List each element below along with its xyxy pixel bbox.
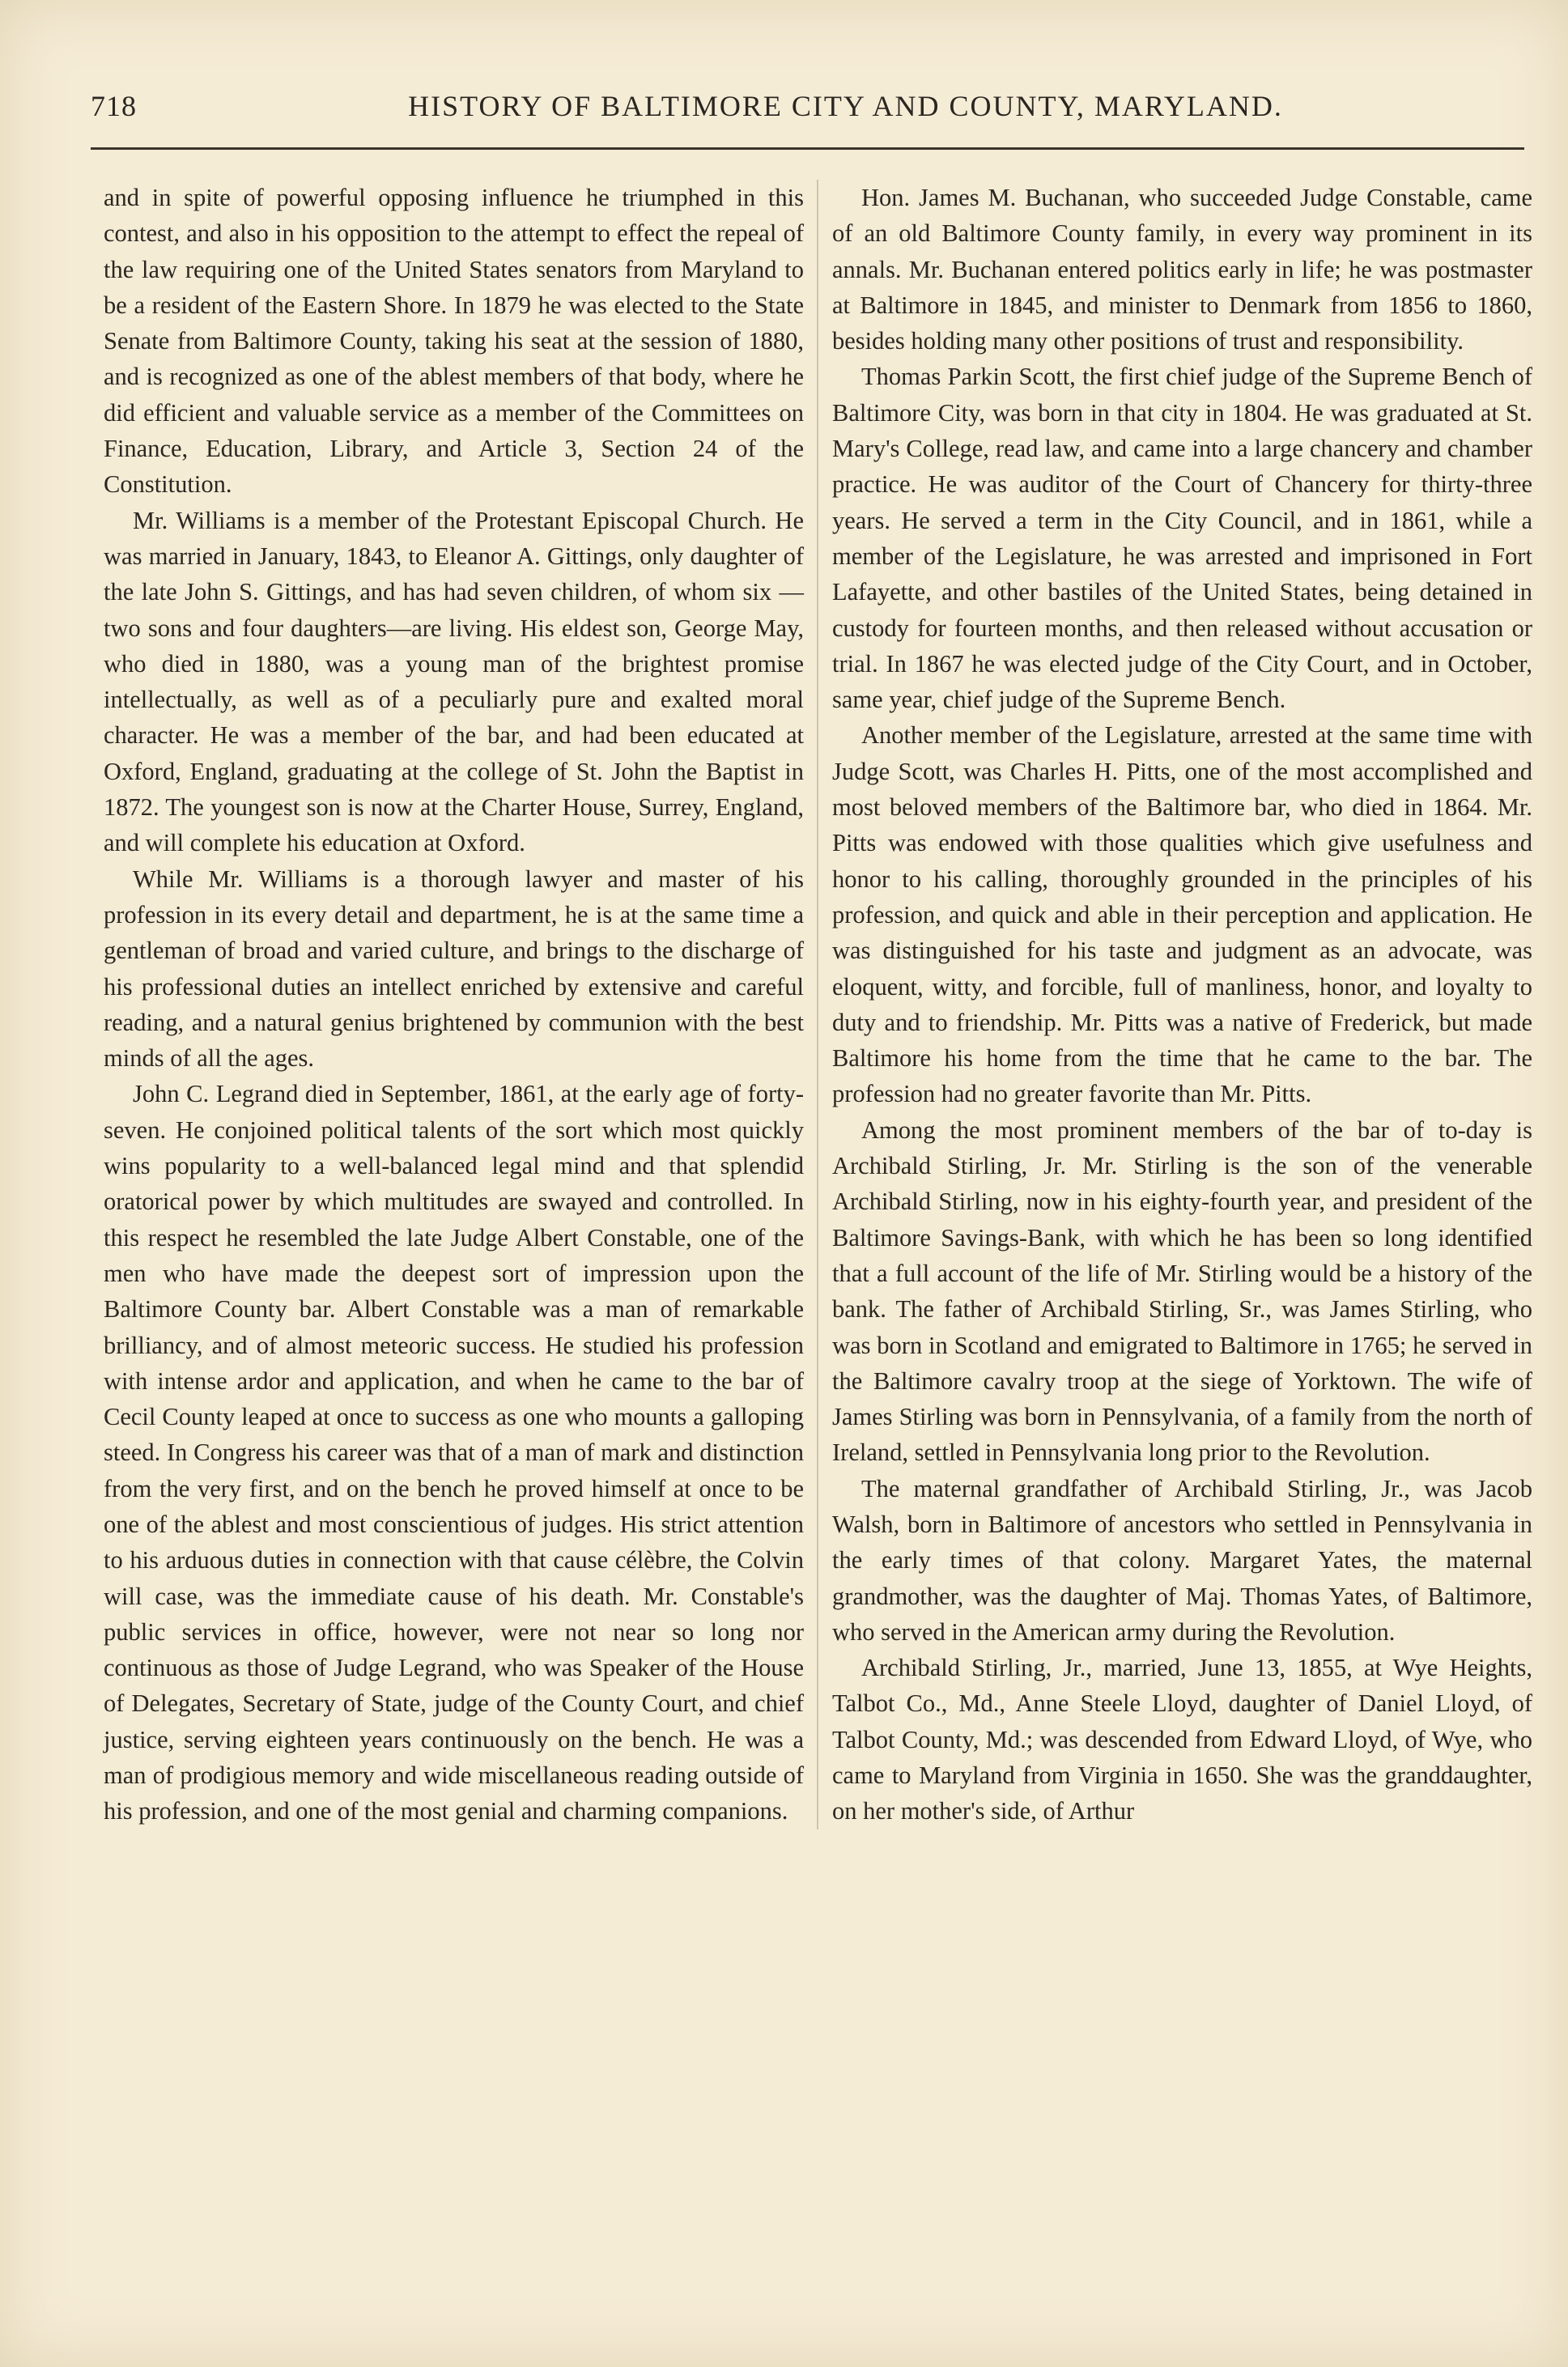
right-column — [818, 180, 1532, 1829]
paragraph: Among the most prominent members of the bar of to-day is Archibald Stirling, Jr. Mr. Stirling is the son of the venerable Archibald Stirling, now in his eighty-fourth year, and president of the Baltimore Savings-Bank, with which he has been so long identified that a full account of the life of Mr. Stirling would be a history of the bank. The father of Archibald Stirling, Sr., was James Stirling, who was born in Scotland and emigrated to Baltimore in 1765; he served in the Baltimore cavalry troop at the siege of Yorktown. The wife of James Stirling was born in Pennsylvania, of a family from the north of Ireland, settled in Pennsylvania long prior to the Revolution. — [832, 1116, 1532, 1467]
paragraph: While Mr. Williams is a thorough lawyer and master of his profession in its every detail and department, he is at the same time a gentleman of broad and varied culture, and brings to the discharge of his professional duties an intellect enriched by extensive and careful reading, and a natural genius brightened by communion with the best minds of all the ages. — [104, 865, 804, 1073]
paragraph: The maternal grandfather of Archibald Stirling, Jr., was Jacob Walsh, born in Baltimore of ancestors who settled in Pennsylvania in the early times of that colony. Margaret Yates, the maternal grandmother, was the daughter of Maj. Thomas Yates, of Baltimore, who served in the American army during the Revolution. — [832, 1474, 1532, 1646]
header-rule — [91, 147, 1524, 150]
paragraph: Hon. James M. Buchanan, who succeeded Judge Constable, came of an old Baltimore County family, in every way prominent in its annals. Mr. Buchanan entered politics early in life; he was postmaster at Baltimore in 1845, and minister to Denmark from 1856 to 1860, besides holding many other positions of trust and responsibility. — [832, 184, 1532, 355]
paragraph: Thomas Parkin Scott, the first chief judge of the Supreme Bench of Baltimore City, was born in that city in 1804. He was graduated at St. Mary's College, read law, and came into a large chancery and chamber practice. He was auditor of the Court of Chancery for thirty-three years. He served a term in the City Council, and in 1861, while a member of the Legislature, he was arrested and imprisoned in Fort Lafayette, and other bastiles of the United States, being detained in custody for fourteen months, and then released without accusation or trial. In 1867 he was elected judge of the City Court, and in October, same year, chief judge of the Supreme Bench. — [832, 363, 1532, 714]
paragraph: Mr. Williams is a member of the Protestant Episcopal Church. He was married in January, 1843, to Eleanor A. Gittings, only daughter of the late John S. Gittings, and has had seven children, of whom six —two sons and four daughters—are living. His eldest son, George May, who died in 1880, was a young man of the brightest promise intellectually, as well as of a peculiarly pure and exalted moral character. He was a member of the bar, and had been educated at Oxford, England, graduating at the college of St. John the Baptist in 1872. The youngest son is now at the Charter House, Surrey, England, and will complete his education at Oxford. — [104, 506, 804, 857]
page-header — [91, 89, 1503, 138]
column-divider — [817, 180, 818, 1829]
left-column — [104, 180, 817, 1829]
paragraph: John C. Legrand died in September, 1861, at the early age of forty-seven. He conjoined political talents of the sort which most quickly wins popularity to a well-balanced legal mind and that splendid oratorical power by which multitudes are swayed and controlled. In this respect he resembled the late Judge Albert Constable, one of the men who have made the deepest sort of impression upon the Baltimore County bar. Albert Constable was a man of remarkable brilliancy, and of almost meteoric success. He studied his profession with intense ardor and application, and when he came to the bar of Cecil County leaped at once to success as one who mounts a galloping steed. In Congress his career was that of a man of mark and distinction from the very first, and on the bench he proved himself at once to be one of the ablest and most conscientious of judges. His strict attention to his arduous duties in connection with that cause célèbre, the Colvin will case, was the immediate cause of his death. Mr. Constable's public services in office, however, were not near so long nor continuous as those of Judge Legrand, who was Speaker of the House of Delegates, Secretary of State, judge of the County Court, and chief justice, serving eighteen years continuously on the bench. He was a man of prodigious memory and wide miscellaneous reading outside of his profession, and one of the most genial and charming companions. — [104, 1080, 804, 1825]
paragraph: Archibald Stirling, Jr., married, June 13, 1855, at Wye Heights, Talbot Co., Md., Anne Steele Lloyd, daughter of Daniel Lloyd, of Talbot County, Md.; was descended from Edward Lloyd, of Wye, who came to Maryland from Virginia in 1650. She was the granddaughter, on her mother's side, of Arthur — [832, 1654, 1532, 1825]
text-columns — [104, 180, 1532, 1829]
paragraph: and in spite of powerful opposing influence he triumphed in this contest, and also in his opposition to the attempt to effect the repeal of the law requiring one of the United States senators from Maryland to be a resident of the Eastern Shore. In 1879 he was elected to the State Senate from Baltimore County, taking his seat at the session of 1880, and is recognized as one of the ablest members of that body, where he did efficient and valuable service as a member of the Committees on Finance, Education, Library, and Article 3, Section 24 of the Constitution. — [104, 184, 804, 499]
running-head: HISTORY OF BALTIMORE CITY AND COUNTY, MARYLAND. — [408, 90, 1283, 122]
paragraph: Another member of the Legislature, arrested at the same time with Judge Scott, was Charles H. Pitts, one of the most accomplished and most beloved members of the Baltimore bar, who died in 1864. Mr. Pitts was endowed with those qualities which give usefulness and honor to his calling, thoroughly grounded in the principles of his profession, and quick and able in their perception and application. He was distinguished for his taste and judgment as an advocate, was eloquent, witty, and forcible, full of manliness, honor, and loyalty to duty and to friendship. Mr. Pitts was a native of Frederick, but made Baltimore his home from the time that he came to the bar. The profession had no greater favorite than Mr. Pitts. — [832, 721, 1532, 1108]
page-number: 718 — [91, 90, 137, 122]
